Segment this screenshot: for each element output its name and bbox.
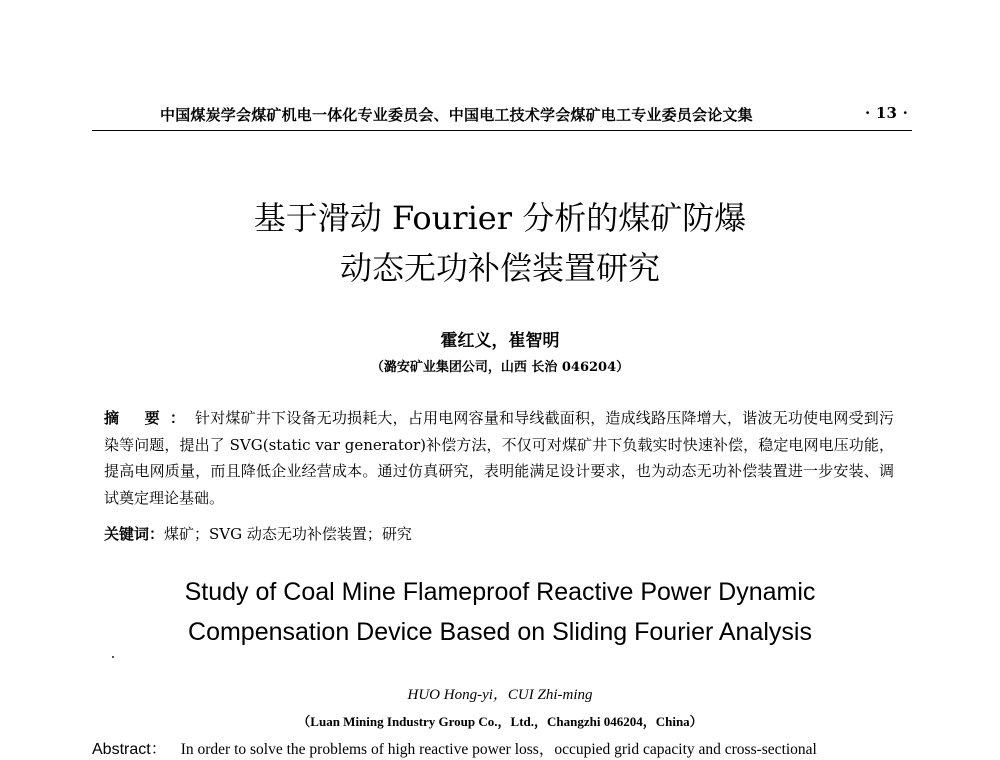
abstract-cn-text: 针对煤矿井下设备无功损耗大，占用电网容量和导线截面积，造成线路压降增大，谐波无功使电网受到污染等问题，提出了 SVG(static var generator)补偿方法，不仅可对煤矿井下负载实时快速补偿，稳定电网电压功能，提高电网质量，而且降低企业经营成本。通过仿真研究，表明能满足设计要求，也为动态无功补偿装置进一步安装、调试奠定理论基础。 <box>104 409 894 507</box>
running-header <box>160 104 908 125</box>
paper-title-line-1: 基于滑动 Fourier 分析的煤矿防爆 <box>253 199 747 237</box>
english-affiliation: （Luan Mining Industry Group Co.，Ltd.，Changzhi 046204，China） <box>297 714 703 729</box>
english-title-line-1: Study of Coal Mine Flameproof Reactive Power Dynamic <box>184 578 816 606</box>
journal-name: 中国煤炭学会煤矿机电一体化专业委员会、中国电工技术学会煤矿电工专业委员会论文集 <box>160 106 753 124</box>
keywords-label: 关键词： <box>104 525 165 543</box>
page-number: · 13 · <box>865 104 908 122</box>
keywords <box>104 523 894 544</box>
authors: 霍红义，崔智明 <box>440 331 560 351</box>
affiliation: （潞安矿业集团公司，山西 长治 046204） <box>370 360 630 375</box>
abstract-chinese <box>104 405 894 511</box>
header-rule <box>92 130 912 131</box>
abstract-en-text: In order to solve the problems of high reactive power loss，occupied grid capacity and cross-sectional <box>180 741 817 758</box>
scan-speck <box>112 656 114 658</box>
english-authors: HUO Hong-yi，CUI Zhi-ming <box>407 687 593 703</box>
abstract-english <box>92 736 922 759</box>
keywords-text: 煤矿；SVG 动态无功补偿装置；研究 <box>164 525 412 543</box>
english-title-line-2: Compensation Device Based on Sliding Fourier Analysis <box>188 618 812 646</box>
abstract-en-label: Abstract： <box>92 741 167 758</box>
abstract-cn-label: 摘 要： <box>104 409 196 427</box>
paper-title-line-2: 动态无功补偿装置研究 <box>339 249 660 287</box>
